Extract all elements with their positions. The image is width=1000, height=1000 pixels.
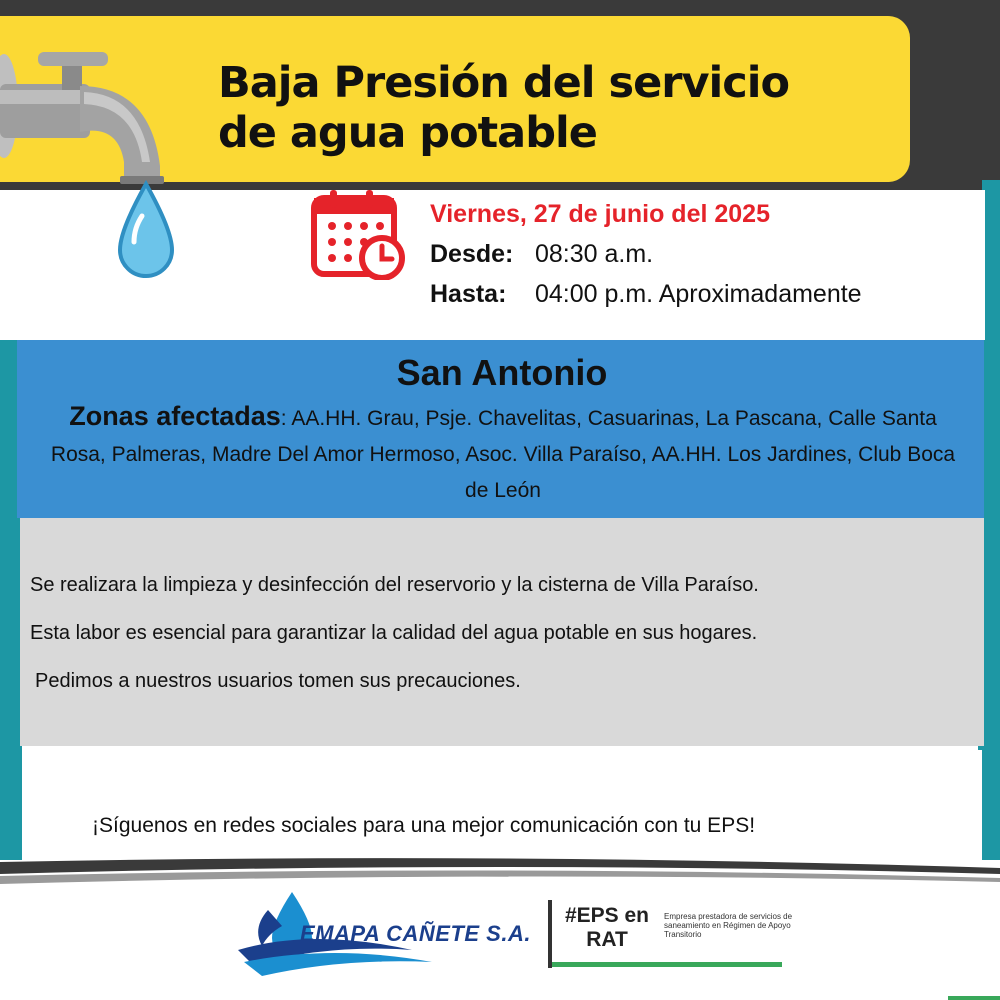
eps-tag <box>552 904 662 952</box>
eps-tag-line-1: #EPS en <box>564 904 650 927</box>
calendar-clock-icon <box>310 188 406 280</box>
page-title <box>218 58 898 158</box>
affected-zones-text <box>39 398 967 509</box>
notice-line-2: Esta labor es esencial para garantizar la calidad del agua potable en sus hogares. <box>30 622 758 644</box>
end-time-value: 04:00 p.m. Aproximadamente <box>535 280 862 308</box>
green-corner-accent <box>948 996 1000 1000</box>
affected-zone-panel <box>14 340 984 518</box>
title-line-2: de agua potable <box>218 108 597 158</box>
eps-tag-line-2: RAT <box>586 928 628 951</box>
affected-zones-list: AA.HH. Grau, Psje. Chavelitas, Casuarinas, La Pascana, Calle Santa Rosa, Palmeras, Madre Del Amor Hermoso, Asoc. Villa Paraíso, AA.HH. Los Jardines, Club Boca de León <box>50 407 956 502</box>
start-time-value: 08:30 a.m. <box>535 240 654 268</box>
faucet-icon <box>0 46 180 281</box>
social-follow-text: ¡Síguenos en redes sociales para una mejor comunicación con tu EPS! <box>92 814 756 837</box>
end-time-label: Hasta: <box>430 280 507 308</box>
zone-name: San Antonio <box>396 352 608 393</box>
affected-zones-colon: : <box>280 407 292 430</box>
affected-zones-label: Zonas afectadas <box>69 401 281 431</box>
eps-description: Empresa prestadora de servicios de saneamiento en Régimen de Apoyo Transitorio <box>664 912 793 939</box>
end-time-row <box>430 280 862 309</box>
start-time-row <box>430 240 653 269</box>
water-drop-icon <box>120 184 172 276</box>
eps-green-bar <box>552 962 782 967</box>
company-name: EMAPA CAÑETE S.A. <box>300 921 531 946</box>
notice-line-1: Se realizara la limpieza y desinfección del reservorio y la cisterna de Villa Paraíso. <box>30 574 759 596</box>
notice-line-3: Pedimos a nuestros usuarios tomen sus precauciones. <box>35 670 521 692</box>
event-date: Viernes, 27 de junio del 2025 <box>430 200 770 228</box>
notice-panel <box>20 518 984 746</box>
title-line-1: Baja Presión del servicio <box>218 58 790 108</box>
start-time-label: Desde: <box>430 240 514 268</box>
